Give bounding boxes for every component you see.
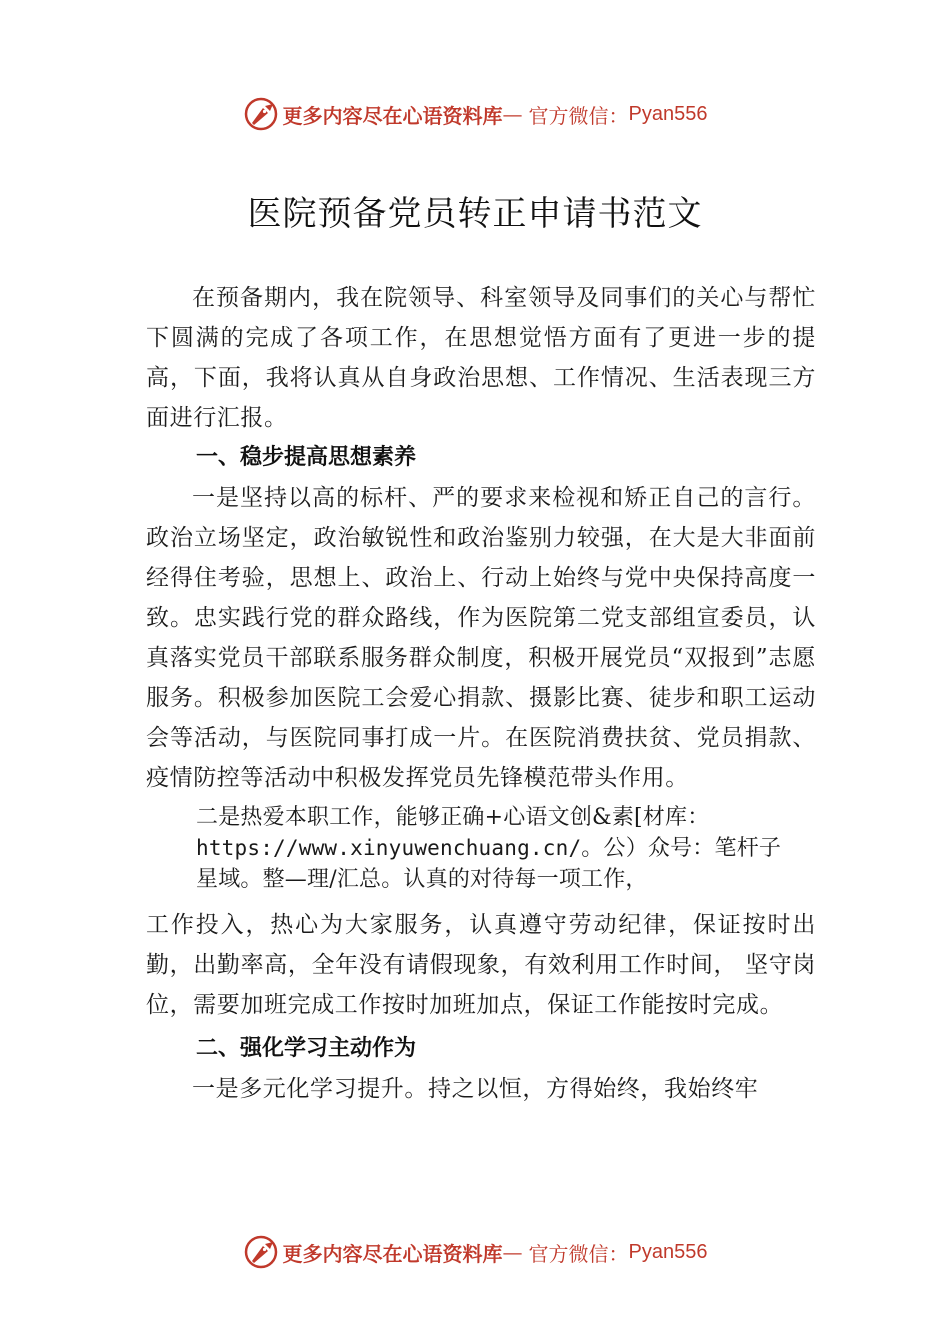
header-banner: [0, 94, 950, 134]
section1-paragraph-2-head: [146, 802, 816, 895]
banner-wechat-id: Pyan556: [628, 102, 708, 125]
section1-paragraph-1: 一是坚持以高的标杆、严的要求来检视和矫正自己的言行。政治立场坚定，政治敏锐性和政治鉴别力较强，在大是大非面前经得住考验，思想上、政治上、行动上始终与党中央保持高度一致。忠实践行党的群众路线，作为医院第二党支部组宣委员，认真落实党员干部联系服务群众制度，积极开展党员“双报到”志愿服务。积极参加医院工会爱心捐款、摄影比赛、徒步和职工运动会等活动，与医院同事打成一片。在医院消费扶贫、党员捐款、疫情防控等活动中积极发挥党员先锋模范带头作用。: [146, 485, 816, 791]
footer-banner: [0, 1232, 950, 1272]
banner-separator: —: [502, 102, 523, 126]
pen-nib-logo-icon: [243, 96, 279, 132]
section1-paragraph-2-line2-rest: 。公）众号：笔杆子: [581, 836, 782, 861]
banner-wechat-label: 官方微信：: [528, 1241, 629, 1266]
pen-nib-logo-icon: [243, 1234, 279, 1270]
banner-wechat-id: Pyan556: [628, 1240, 708, 1263]
banner-slogan: 更多内容尽在心语资料库: [282, 103, 503, 128]
source-url-text: https://www.xinyuwenchuang.cn/: [196, 836, 582, 860]
intro-paragraph: 在预备期内，我在院领导、科室领导及同事们的关心与帮忙下圆满的完成了各项工作，在思想觉悟方面有了更进一步的提高，下面，我将认真从自身政治思想、工作情况、生活表现三方面进行汇报。: [146, 285, 816, 431]
section1-paragraph-2-line2: [196, 833, 816, 864]
banner-separator: —: [502, 1240, 523, 1264]
document-body: [146, 278, 816, 1109]
section2-paragraph-1: 一是多元化学习提升。持之以恒，方得始终，我始终牢: [192, 1076, 759, 1102]
section1-paragraph-2-line1: 二是热爱本职工作，能够正确+心语文创&素[材库：: [196, 805, 710, 830]
section-heading-1: 一、稳步提高思想素养: [196, 445, 417, 470]
banner-wechat-label: 官方微信：: [528, 103, 629, 128]
section-heading-2: 二、强化学习主动作为: [196, 1036, 417, 1061]
document-title: 医院预备党员转正申请书范文: [247, 194, 703, 234]
section1-paragraph-2-continued: 工作投入，热心为大家服务，认真遵守劳动纪律，保证按时出勤，出勤率高，全年没有请假现象，有效利用工作时间， 坚守岗位，需要加班完成工作按时加班加点，保证工作能按时完成。: [146, 912, 816, 1018]
banner-slogan: 更多内容尽在心语资料库: [282, 1241, 503, 1266]
section1-paragraph-2-line3: 星域。整—理/汇总。认真的对待每一项工作，: [196, 867, 648, 892]
